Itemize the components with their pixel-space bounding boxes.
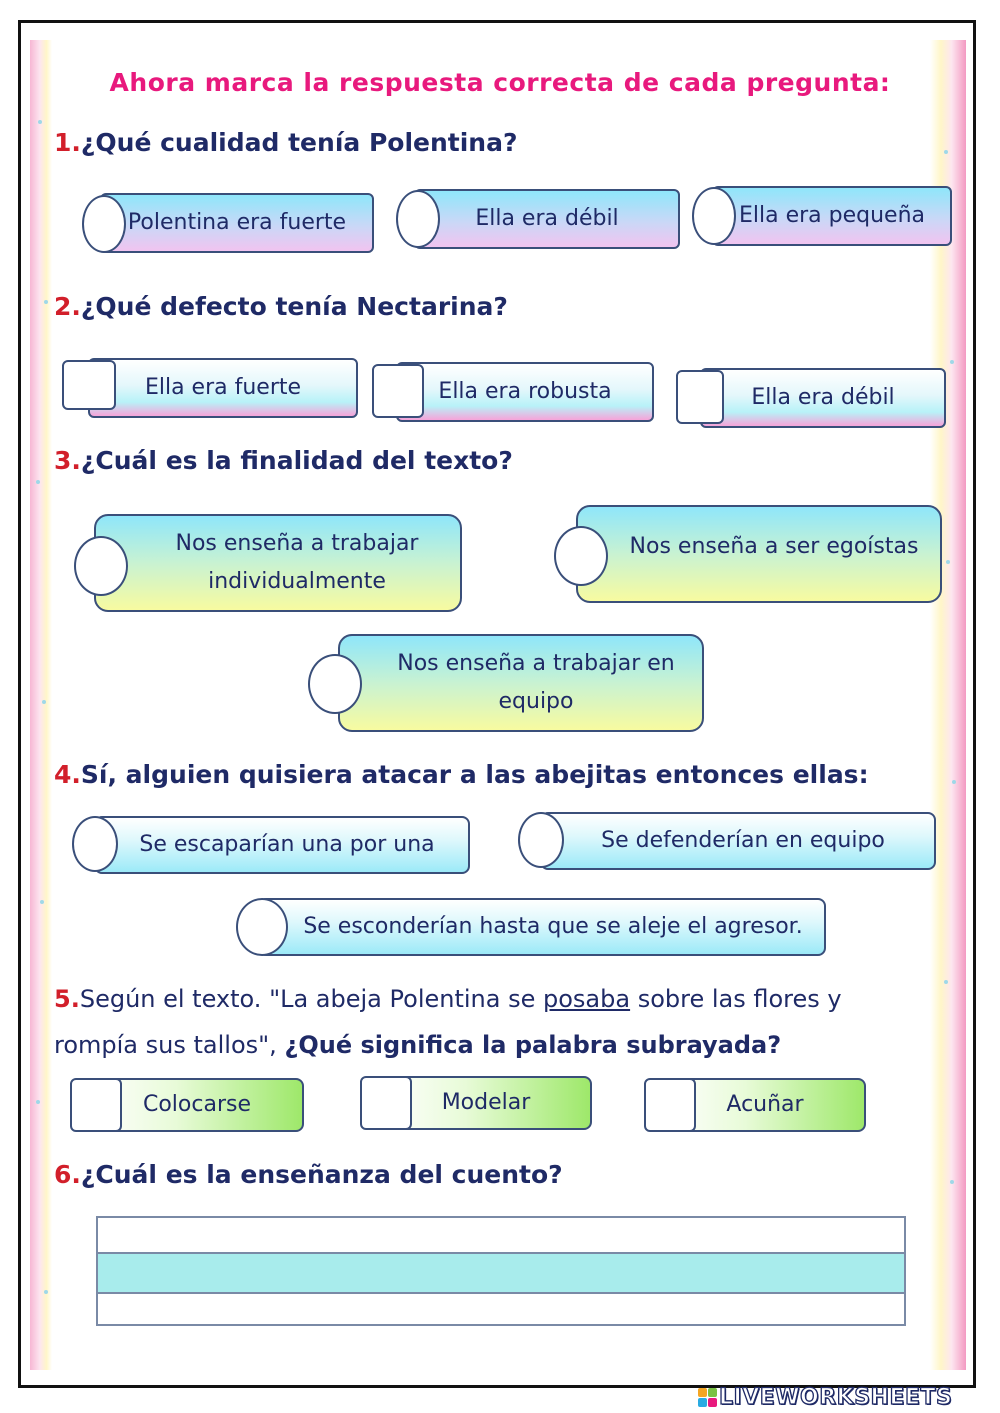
checkbox-5b[interactable]: [360, 1076, 412, 1130]
decorative-dot: [950, 360, 954, 364]
option-4c[interactable]: Se esconderían hasta que se aleje el agresor.: [258, 898, 826, 956]
question-text-before: Según el texto. "La abeja Polentina se: [79, 985, 536, 1013]
logo-icon: [698, 1388, 717, 1407]
decorative-dot: [36, 480, 40, 484]
option-1c[interactable]: Ella era pequeña: [712, 186, 952, 246]
answer-writing-line[interactable]: [98, 1252, 904, 1294]
decorative-dot: [944, 980, 948, 984]
decorative-dot: [38, 120, 42, 124]
question-number: 2.: [54, 292, 81, 321]
question-4: [54, 760, 869, 789]
question-number: 1.: [54, 128, 81, 157]
left-curtain-decoration: [30, 40, 52, 1370]
question-2: [54, 292, 508, 321]
question-text: ¿Qué cualidad tenía Polentina?: [80, 128, 518, 157]
decorative-dot: [40, 900, 44, 904]
option-5b[interactable]: Modelar: [380, 1076, 592, 1130]
radio-1c[interactable]: [692, 187, 736, 245]
option-4a[interactable]: Se escaparían una por una: [94, 816, 470, 874]
question-text: ¿Cuál es la enseñanza del cuento?: [80, 1160, 563, 1189]
decorative-dot: [36, 1100, 40, 1104]
radio-4a[interactable]: [72, 816, 118, 872]
option-5a[interactable]: Colocarse: [90, 1078, 304, 1132]
option-2c[interactable]: Ella era débil: [700, 368, 946, 428]
option-4b[interactable]: Se defenderían en equipo: [540, 812, 936, 870]
option-2b[interactable]: Ella era robusta: [396, 362, 654, 422]
decorative-dot: [42, 700, 46, 704]
option-1b[interactable]: Ella era débil: [414, 189, 680, 249]
checkbox-5c[interactable]: [644, 1078, 696, 1132]
checkbox-5a[interactable]: [70, 1078, 122, 1132]
question-6: [54, 1160, 563, 1189]
question-number: 6.: [54, 1160, 81, 1189]
radio-3c[interactable]: [308, 654, 362, 714]
liveworksheets-logo: [698, 1384, 952, 1410]
decorative-dot: [950, 1180, 954, 1184]
question-3: [54, 446, 513, 475]
radio-3b[interactable]: [554, 526, 608, 586]
question-5: [54, 976, 924, 1068]
radio-3a[interactable]: [74, 536, 128, 596]
question-text: ¿Qué defecto tenía Nectarina?: [80, 292, 508, 321]
logo-text: LIVEWORKSHEETS: [719, 1384, 953, 1410]
question-number: 4.: [54, 760, 81, 789]
option-1a[interactable]: Polentina era fuerte: [100, 193, 374, 253]
checkbox-2b[interactable]: [372, 364, 424, 418]
decorative-dot: [944, 150, 948, 154]
underlined-word: posaba: [543, 985, 631, 1013]
option-3b[interactable]: Nos enseña a ser egoístas: [576, 505, 942, 603]
question-text-after: sobre las flores y rompía sus tallos",: [54, 985, 842, 1059]
question-text-bold: ¿Qué significa la palabra subrayada?: [284, 1031, 782, 1059]
checkbox-2a[interactable]: [62, 360, 116, 410]
answer-text-box[interactable]: [96, 1216, 906, 1326]
option-3a[interactable]: Nos enseña a trabajar individualmente: [94, 514, 462, 612]
radio-1b[interactable]: [396, 190, 440, 248]
question-1: [54, 128, 517, 157]
decorative-dot: [44, 300, 48, 304]
question-text: ¿Cuál es la finalidad del texto?: [80, 446, 513, 475]
radio-1a[interactable]: [82, 195, 126, 253]
option-2a[interactable]: Ella era fuerte: [88, 358, 358, 418]
decorative-dot: [44, 1290, 48, 1294]
option-3c[interactable]: Nos enseña a trabajar en equipo: [338, 634, 704, 732]
checkbox-2c[interactable]: [676, 370, 724, 424]
decorative-dot: [952, 780, 956, 784]
decorative-dot: [946, 560, 950, 564]
question-number: 5.: [54, 985, 80, 1013]
page-title: Ahora marca la respuesta correcta de cada pregunta:: [109, 68, 891, 97]
option-5c[interactable]: Acuñar: [664, 1078, 866, 1132]
question-text: Sí, alguien quisiera atacar a las abejitas entonces ellas:: [80, 760, 869, 789]
radio-4b[interactable]: [518, 812, 564, 868]
radio-4c[interactable]: [236, 898, 288, 956]
question-number: 3.: [54, 446, 81, 475]
